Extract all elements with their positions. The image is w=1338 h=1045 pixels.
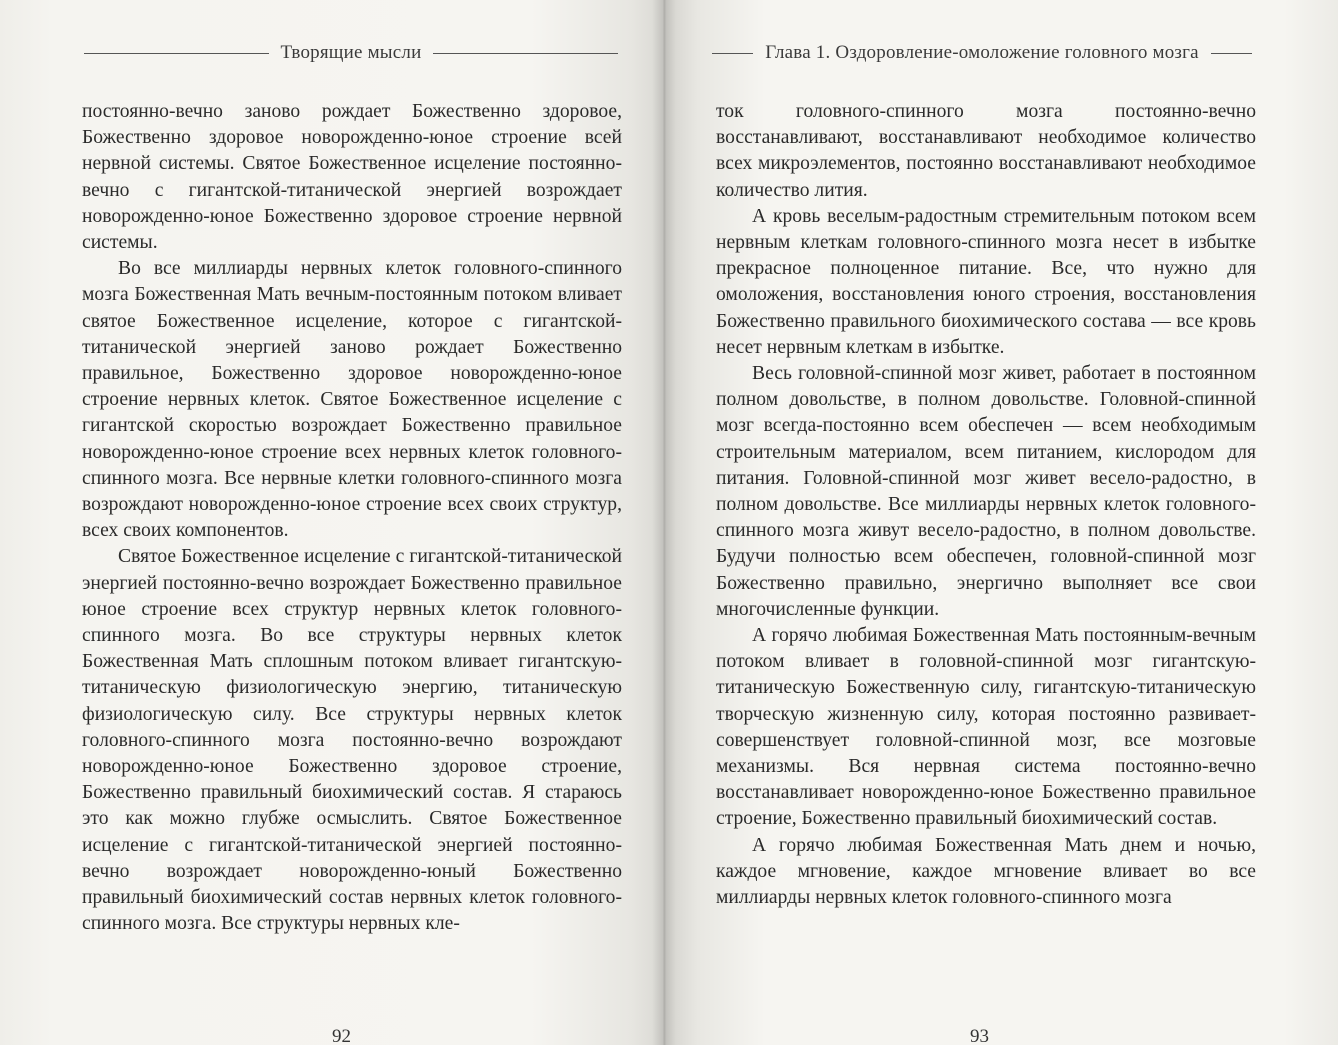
left-page-number: 92 [332, 1026, 351, 1045]
header-rule-right [433, 53, 618, 54]
paragraph: ток головного-спинного мозга постоянно-вечно восстанавливают, восстанавливают необходимое количество всех микроэлементов, постоянно восстанавливают необходимое количество лития. [716, 101, 1256, 201]
paragraph: постоянно-вечно заново рождает Божественно здоровое, Божественно здоровое новорожденно-юное строение всей нервной системы. Святое Божественное исцеление постоянно-вечно с гигантской-титанической энергией возрождает новорожденно-юное Божественно здоровое строение нервной системы. [82, 101, 622, 254]
paragraph: Во все миллиарды нервных клеток головного-спинного мозга Божественная Мать вечным-постоянным потоком вливает святое Божественное исцеление, которое с гигантской-титанической энергией заново рождает Божественно правильное, Божественно здоровое новорожденно-юное строение нервных клеток. Святое Божественное исцеление с гигантской скоростью возрождает Божественно правильное новорожденно-юное строение всех нервных клеток головного-спинного мозга. Все нервные клетки головного-спинного мозга возрождают новорожденно-юное строение всех своих структур, всех своих компонентов. [82, 258, 622, 542]
paragraph: Святое Божественное исцеление с гигантской-титанической энергией постоянно-вечно возрождает Божественно правильное юное строение всех структур нервных клеток головного-спинного мозга. Во все структуры нервных клеток Божественная Мать сплошным потоком вливает гигантскую-титаническую физиологическую энергию, титаническую физиологическую силу. Все структуры нервных клеток головного-спинного мозга постоянно-вечно возрождают новорожденно-юное Божественно здоровое строение, Божественно правильный биохимический состав. Я стараюсь это как можно глубже осмыслить. Святое Божественное исцеление с гигантской-титанической энергией постоянно-вечно возрождает новорожденно-юный Божественно правильный биохимический состав нервных клеток головного-спинного мозга. Все структуры нервных кле- [82, 546, 622, 935]
paragraph: Весь головной-спинной мозг живет, работает в постоянном полном довольстве, в полном довольстве. Головной-спинной мозг всегда-постоянно всем обеспечен — всем необходимым строительным материалом, всем питанием, кислородом для питания. Головной-спинной мозг живет весело-радостно, в полном довольстве. Все миллиарды нервных клеток головного-спинного мозга живут весело-радостно, в полном довольстве. Будучи полностью всем обеспечен, головной-спинной мозг Божественно правильно, энергично выполняет все свои многочисленные функции. [716, 363, 1256, 620]
paragraph: А горячо любимая Божественная Мать днем и ночью, каждое мгновение, каждое мгновение вливает во все миллиарды нервных клеток головного-спинного мозга [716, 834, 1256, 909]
header-rule-right [1211, 53, 1252, 54]
left-page [0, 0, 664, 1045]
header-rule-left [84, 53, 269, 54]
right-page-body [716, 99, 1256, 911]
right-page-number: 93 [970, 1026, 989, 1045]
left-running-head-text: Творящие мысли [280, 42, 422, 63]
paragraph: А кровь веселым-радостным стремительным потоком всем нервным клеткам головного-спинного мозга несет в избытке прекрасное полноценное питание. Все, что нужно для омоложения, восстановления юного строения, восстановления Божественно правильного биохимического состава — все кровь несет нервным клеткам в избытке. [716, 205, 1256, 358]
right-page [664, 0, 1338, 1045]
right-running-head-text: Глава 1. Оздоровление-омоложение головного мозга [765, 42, 1199, 63]
paragraph: А горячо любимая Божественная Мать постоянным-вечным потоком вливает в головной-спинной мозг гигантскую-титаническую Божественную силу, гигантскую-титаническую творческую жизненную силу, которая постоянно развивает-совершенствует головной-спинной мозг, все мозговые механизмы. Вся нервная система постоянно-вечно восстанавливает новорожденно-юное Божественно правильное строение, Божественно правильный биохимический состав. [716, 625, 1256, 830]
header-rule-left [712, 53, 753, 54]
left-page-body [82, 99, 622, 938]
left-running-head [84, 38, 618, 68]
right-running-head [712, 38, 1252, 68]
